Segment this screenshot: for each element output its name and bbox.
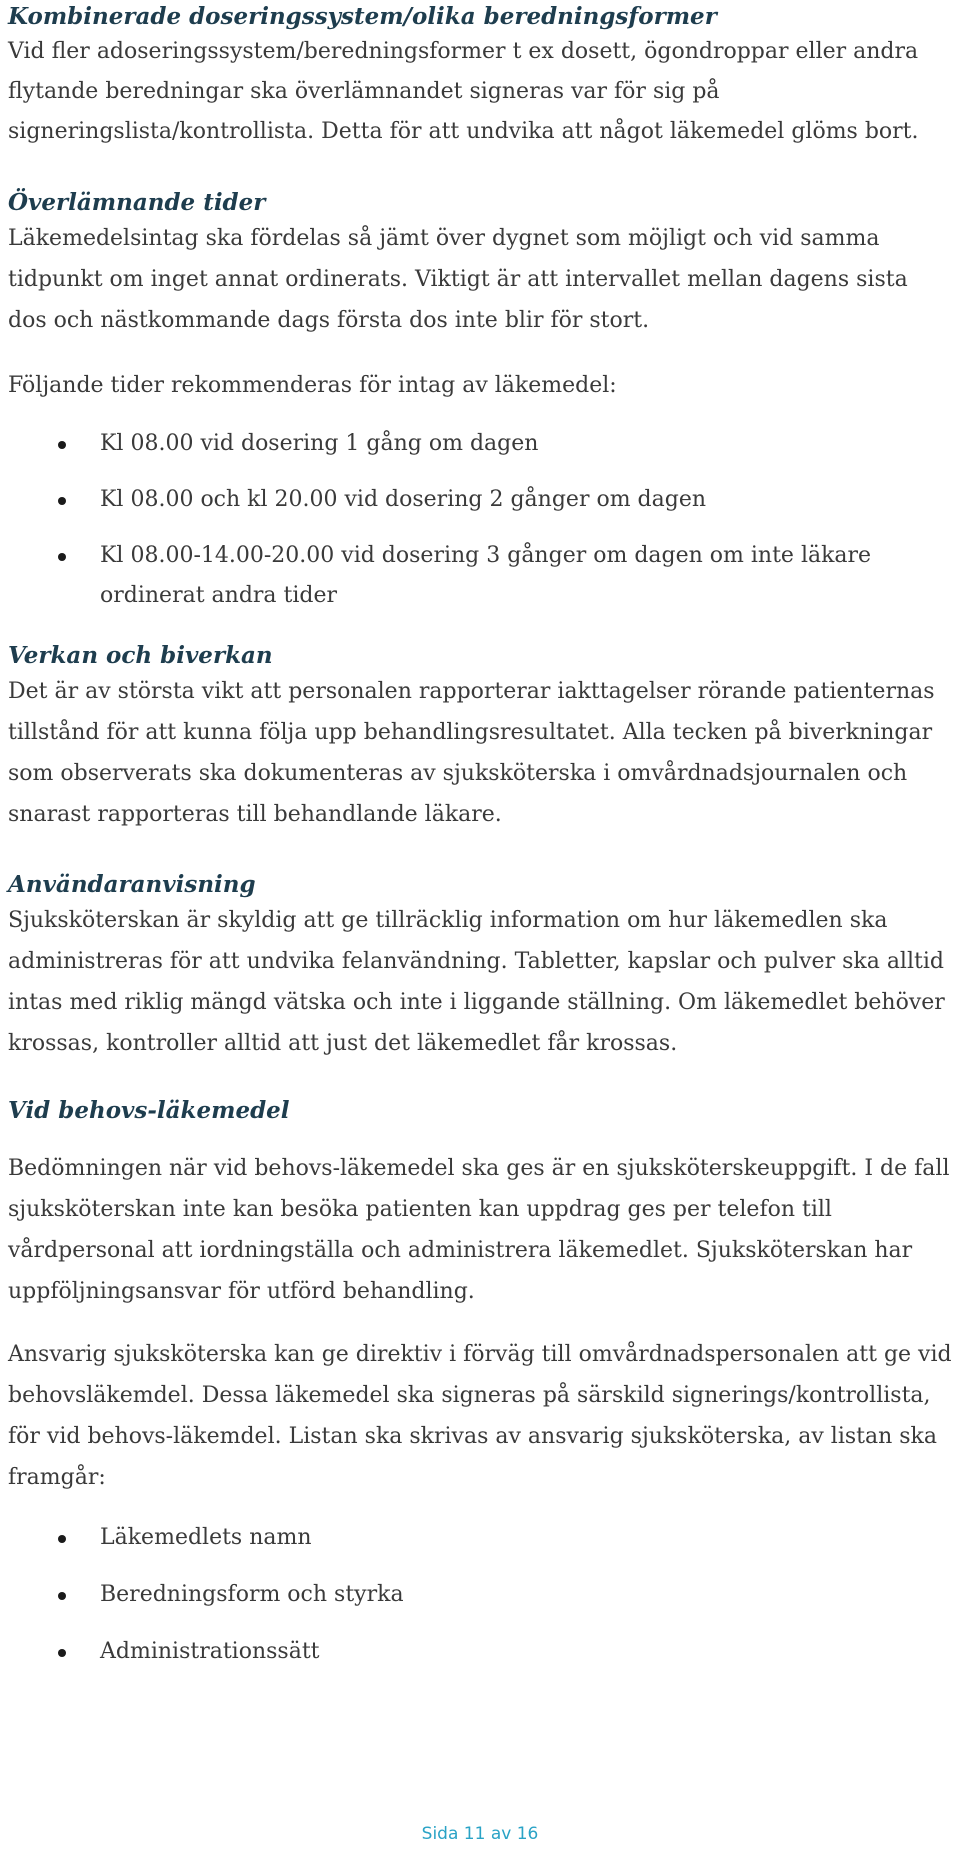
section-body: Ansvarig sjuksköterska kan ge direktiv i förväg till omvårdnadspersonalen att ge vid behovsläkemdel. Dessa läkemedel ska signeras på särskild signerings/kontrollista, för vid behovs-läkemdel. Listan ska skrivas av ansvarig sjuksköterska, av listan ska framgår: <box>8 1342 952 1490</box>
section-heading: Verkan och biverkan <box>8 642 273 669</box>
section-vidbehov-body1 <box>8 1148 952 1312</box>
section-body: Vid fler adoseringssystem/beredningsformer t ex dosett, ögondroppar eller andra flytande beredningar ska överlämnandet signeras var för sig på signeringslista/kontrollista. Detta för att undvika att något läkemedel glöms bort. <box>8 39 919 144</box>
section-heading: Vid behovs-läkemedel <box>8 1097 290 1124</box>
list-item: Läkemedlets namn <box>8 1518 952 1558</box>
section-body: Bedömningen när vid behovs-läkemedel ska ges är en sjuksköterskeuppgift. I de fall sjuksköterskan inte kan besöka patienten kan uppdrag ges per telefon till vårdpersonal att iordningställa och administrera läkemedlet. Sjuksköterskan har uppföljningsansvar för utförd behandling. <box>8 1156 950 1304</box>
section-verkan <box>8 641 952 835</box>
list-intro: Följande tider rekommenderas för intag av läkemedel: <box>8 373 617 398</box>
dosing-times-list-wrap <box>8 424 952 616</box>
section-vidbehov <box>8 1096 952 1126</box>
list-item: Beredningsform och styrka <box>8 1575 952 1615</box>
section-overlamnande-list <box>8 365 952 406</box>
section-anvandar <box>8 870 952 1064</box>
section-heading: Användaranvisning <box>8 871 256 898</box>
section-vidbehov-body2 <box>8 1334 952 1498</box>
list-contents-wrap <box>8 1518 952 1672</box>
section-heading: Överlämnande tider <box>8 189 266 216</box>
dosing-times-list <box>8 424 952 616</box>
list-contents <box>8 1518 952 1672</box>
section-body: Det är av största vikt att personalen rapporterar iakttagelser rörande patienternas tillstånd för att kunna följa upp behandlingsresultatet. Alla tecken på biverkningar som observerats ska dokumenteras av sjuksköterska i omvårdnadsjournalen och snarast rapporteras till behandlande läkare. <box>8 679 935 827</box>
list-item: Administrationssätt <box>8 1632 952 1672</box>
section-body: Sjuksköterskan är skyldig att ge tillräcklig information om hur läkemedlen ska administreras för att undvika felanvändning. Tabletter, kapslar och pulver ska alltid intas med riklig mängd vätska och inte i liggande ställning. Om läkemedlet behöver krossas, kontroller alltid att just det läkemedlet får krossas. <box>8 908 945 1056</box>
section-kombinerade <box>8 2 952 152</box>
section-body: Läkemedelsintag ska fördelas så jämt över dygnet som möjligt och vid samma tidpunkt om inget annat ordinerats. Viktigt är att intervallet mellan dagens sista dos och nästkommande dags första dos inte blir för stort. <box>8 226 908 333</box>
section-heading: Kombinerade doseringssystem/olika beredningsformer <box>8 3 717 30</box>
list-item: Kl 08.00 vid dosering 1 gång om dagen <box>8 424 952 464</box>
section-overlamnande <box>8 188 952 341</box>
list-item: Kl 08.00 och kl 20.00 vid dosering 2 gånger om dagen <box>8 480 952 520</box>
list-item: Kl 08.00-14.00-20.00 vid dosering 3 gånger om dagen om inte läkare ordinerat andra tider <box>8 536 952 616</box>
page-number: Sida 11 av 16 <box>421 1824 539 1844</box>
